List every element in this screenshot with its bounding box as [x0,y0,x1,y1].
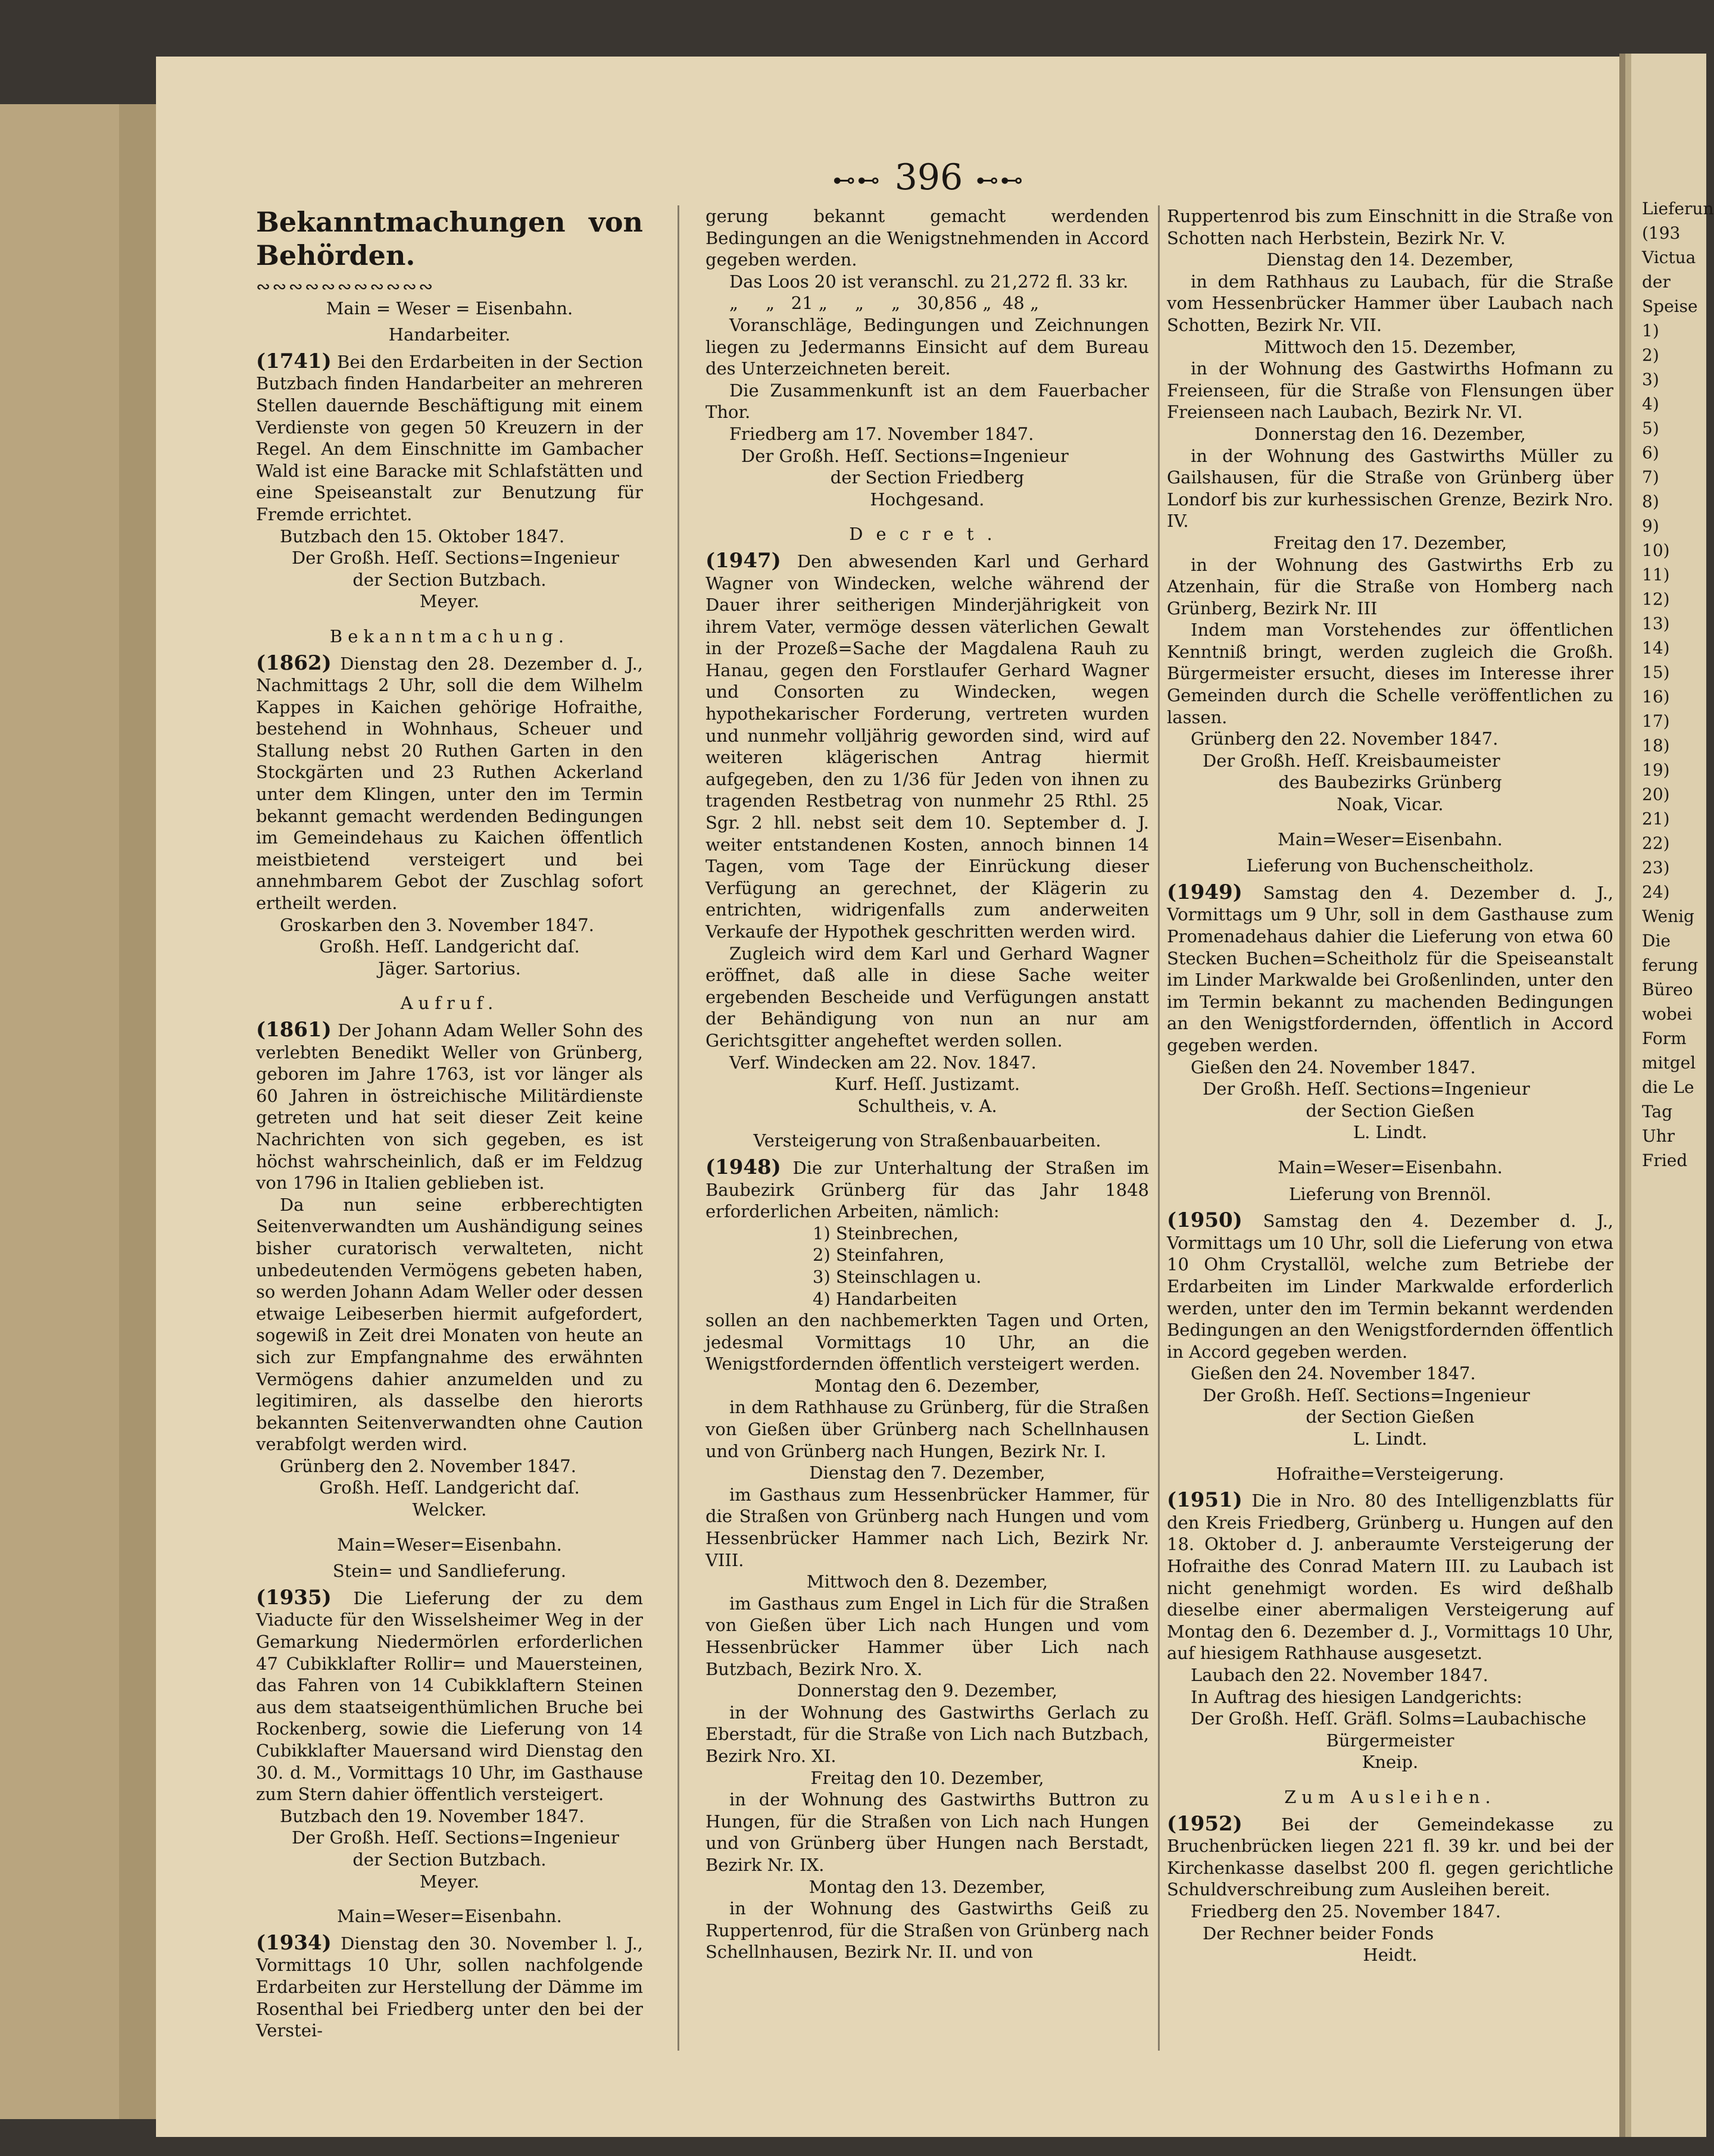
notice-signature: Der Großh. Heſſ. Gräfl. Solms=Laubachische [1191,1708,1587,1729]
edge-line: 3) [1642,370,1659,389]
work-list [705,1223,1149,1310]
edge-line: 19) [1642,760,1670,780]
notice-signature: des Baubezirks Grünberg [1278,772,1502,793]
notice-1935 [256,1587,643,1805]
notice-title: Bekanntmachung. [329,626,570,646]
notice-subtitle: Handarbeiter. [388,324,511,345]
notice-subtitle: Stein= und Sandlieferung. [332,1561,567,1582]
notice-body: Den abwesenden Karl und Gerhard Wagner von Windecken, welche während der Dauer ihrer seitherigen Minderjährigkeit von ihrem Vater, vermöge dessen väterlichen Gewalt in der Prozeß=Sache der Magdalena Rauh zu Hanau, gegen den Forstlaufer Gerhard Wagner und Consorten zu Windecken, wegen hypothekarischer Forderung, vertreten wurden und nunmehr volljährig geworden sind, wird auf weiteren klägerischen Antrag hiermit aufgegeben, den zu 1/36 für Jeden von ihnen zu tragenden Restbetrag von nunmehr 25 Rthl. 25 Sgr. 2 hll. nebst seit dem 10. September d. J. weiter entstandenen Kosten, annoch binnen 14 Tagen, vom Tage der Einrückung dieser Verfügung an gerechnet, der Klägerin zu entrichten, widrigenfalls zum anderweiten Verkaufe der Hypothek geschritten werden wird. [705,551,1149,942]
notice-title: Main=Weser=Eisenbahn. [1278,1157,1503,1177]
notice-body: Voranschläge, Bedingungen und Zeichnungen liegen zu Jedermanns Einsicht auf dem Bureau des Unterzeichneten bereit. [705,314,1149,379]
notice-signature: der Section Butzbach. [352,1849,547,1870]
schedule-date: Montag den 13. Dezember, [808,1876,1046,1897]
notice-1952 [1167,1813,1613,1901]
edge-line: 22) [1642,833,1670,853]
notice-date: Groskarben den 3. November 1847. [280,914,594,935]
schedule-date: Donnerstag den 9. Dezember, [797,1680,1058,1701]
edge-line: ferung [1642,955,1699,975]
column-middle [705,205,1149,1963]
edge-line: Tag [1642,1102,1673,1121]
edge-line: 6) [1642,443,1659,463]
notice-body: Samstag den 4. Dezember d. J., Vormittags um 9 Uhr, soll in dem Gasthause zum Promenadehaus dahier die Lieferung von etwa 60 Stecken Buchen=Scheitholz für die Speiseanstalt im Linder Markwalde bei Großenlinden, unter den im Termin bekannt zu machenden Bedingungen an den Wenigstfordernden, öffentlich in Accord gegeben werden. [1167,882,1614,1055]
notice-signature: der Section Gießen [1306,1407,1475,1427]
schedule-date: Freitag den 17. Dezember, [1273,532,1507,553]
notice-title: Zum Ausleihen. [1284,1786,1496,1807]
notice-title: Main=Weser=Eisenbahn. [337,1534,562,1555]
edge-line: 1) [1642,321,1659,340]
notice-date: Grünberg den 22. November 1847. [1191,729,1498,749]
notice-signature: Kneip. [1362,1752,1419,1773]
notice-body: Die Lieferung der zu dem Viaducte für den Wisselsheimer Weg in der Gemarkung Niedermörlen erforderlichen 47 Cubikklafter Rollir= und Mauersteinen, das Fahren von 14 Cubikklaftern Steinen aus dem staatseigenthümlichen Bruche bei Rockenberg, sowie die Lieferung von 14 Cubikklafter Mauersand wird Dienstag den 30. d. M., Vormittags 10 Uhr, im Gasthause zum Stern dahier öffentlich versteigert. [256,1588,643,1805]
notice-signature: Jäger. Sartorius. [378,958,521,979]
schedule-date: Dienstag den 14. Dezember, [1266,249,1514,270]
schedule-text: in der Wohnung des Gastwirths Müller zu Gailshausen, für die Straße von Grünberg über Londorf bis zur kurhessischen Grenze, Bezirk Nro. IV. [1167,445,1613,532]
notice-date: Butzbach den 19. November 1847. [280,1805,585,1826]
list-item: 2) Steinfahren, [813,1245,945,1266]
schedule-text: in der Wohnung des Gastwirths Buttron zu Hungen, für die Straßen von Lich nach Hungen und von Grünberg über Hungen nach Berstadt, Bezirk Nr. IX. [705,1789,1149,1875]
notice-number: (1934) [256,1930,332,1955]
notice-title: Main = Weser = Eisenbahn. [326,298,573,318]
notice-body: Indem man Vorstehendes zur öffentlichen Kenntniß bringt, werden zugleich die Großh. Bürgermeister ersucht, dieses im Interesse ihrer Gemeinden durch die Schelle veröffentlichen zu lassen. [1167,620,1613,727]
notice-number: (1952) [1167,1811,1242,1836]
notice-1947 [705,550,1149,943]
notice-signature: Noak, Vicar. [1337,794,1444,815]
column-left [256,205,643,2042]
notice-number: (1948) [705,1155,781,1179]
edge-line: die Le [1642,1077,1694,1097]
notice-body: Bei der Gemeindekasse zu Bruchenbrücken liegen 221 fl. 39 kr. und bei der Kirchenkasse daselbst 200 fl. gegen gerichtliche Schuldverschreibung zum Ausleihen bereit. [1167,1814,1613,1900]
ornament-right: ⊷⊷ [976,167,1025,193]
edge-line: der [1642,272,1671,292]
lot-line: „ „ 21 „ „ „ 30,856 „ 48 „ [729,293,1039,314]
schedule-text: in der Wohnung des Gastwirths Gerlach zu Eberstadt, für die Straße von Lich nach Butzbach, Bezirk Nro. XI. [705,1702,1149,1766]
notice-signature: Der Großh. Heſſ. Kreisbaumeister [1203,750,1500,771]
schedule-text: in dem Rathhause zu Grünberg, für die Straßen von Gießen über Grünberg nach Schellnhausen und von Grünberg nach Hungen, Bezirk Nr. I. [705,1397,1149,1461]
notice-body: Zugleich wird dem Karl und Gerhard Wagner eröffnet, daß alle in diese Sache weiter ergebenden Bescheide und Verfügungen anstatt der Behändigung von nun an nur am Gerichtsgitter angeheftet werden sollen. [705,943,1149,1051]
notice-signature: der Section Friedberg [830,467,1025,488]
notice-continuation: Ruppertenrod bis zum Einschnitt in die Straße von Schotten nach Herbstein, Bezirk Nr. V. [1167,206,1613,248]
notice-date: Butzbach den 15. Oktober 1847. [280,526,565,546]
edge-line: 21) [1642,809,1670,829]
section-heading: Bekanntmachungen von Behörden. [256,206,643,271]
schedule-date: Freitag den 10. Dezember, [810,1767,1044,1788]
notice-signature: Hochgesand. [870,489,985,510]
edge-line: Lieferun [1642,199,1714,218]
notice-number: (1950) [1167,1208,1242,1233]
notice-number: (1935) [256,1585,332,1610]
notice-date: Laubach den 22. November 1847. [1191,1665,1488,1685]
notice-signature: Der Großh. Heſſ. Sections=Ingenieur [1203,1385,1530,1405]
edge-line: Fried [1642,1151,1688,1170]
edge-line: 15) [1642,663,1670,682]
notice-title: Versteigerung von Straßenbauarbeiten. [753,1130,1101,1151]
schedule-text: in der Wohnung des Gastwirths Geiß zu Ruppertenrod, für die Straßen von Grünberg nach Schellnhausen, Bezirk Nr. II. und von [705,1898,1149,1963]
notice-signature: Welcker. [412,1499,487,1520]
notice-continuation: gerung bekannt gemacht werdenden Bedingungen an die Wenigstnehmenden in Accord gegeben werden. [705,206,1149,270]
schedule-text: in der Wohnung des Gastwirths Erb zu Atzenhain, für die Straße von Homberg nach Grünberg, Bezirk Nr. III [1167,554,1613,618]
edge-line: 13) [1642,614,1670,633]
edge-line: 11) [1642,565,1670,585]
notice-date: Friedberg den 25. November 1847. [1191,1901,1501,1921]
notice-number: (1949) [1167,880,1242,904]
notice-date: Gießen den 24. November 1847. [1191,1057,1476,1077]
notice-date: Gießen den 24. November 1847. [1191,1363,1476,1384]
notice-title: Aufruf. [400,993,499,1014]
notice-title: Main=Weser=Eisenbahn. [337,1906,562,1927]
column-right [1167,205,1613,1966]
notice-number: (1861) [256,1018,332,1042]
lot-line: Das Loos 20 ist veranschl. zu 21,272 fl. 33 kr. [729,271,1129,292]
notice-signature: Der Großh. Heſſ. Sections=Ingenieur [741,445,1069,466]
edge-line: 16) [1642,687,1670,707]
notice-1951 [1167,1489,1613,1664]
book-page [161,89,1619,2083]
notice-title: Decret. [849,524,1006,545]
notice-1948 [705,1157,1149,1223]
edge-line: 7) [1642,467,1659,487]
notice-body: Samstag den 4. Dezember d. J., Vormittags um 10 Uhr, soll die Lieferung von etwa 10 Ohm Crystallöl, welche zum Betriebe der Erdarbeiten im Linder Markwalde erforderlich werden, unter den im Termin bekannt werdenden Bedingungen an den Wenigstfordernden öffentlich in Accord gegeben werden. [1167,1211,1614,1362]
notice-body: sollen an den nachbemerkten Tagen und Orten, jedesmal Vormittags 10 Uhr, an die Wenigstfordernden öffentlich versteigert werden. [705,1310,1149,1374]
notice-signature: L. Lindt. [1353,1122,1428,1143]
notice-signature: Großh. Heſſ. Landgericht daſ. [319,1477,580,1498]
notice-title: Hofraithe=Versteigerung. [1276,1463,1504,1484]
notice-number: (1947) [705,548,781,573]
notice-signature: der Section Butzbach. [352,569,547,590]
edge-line: Büreo [1642,980,1693,999]
list-item: 4) Handarbeiten [813,1288,957,1309]
notice-signature: der Section Gießen [1306,1100,1475,1121]
schedule-date: Montag den 6. Dezember, [814,1375,1041,1396]
notice-1862 [256,652,643,914]
notice-signature: Heidt. [1363,1945,1418,1966]
schedule-date: Mittwoch den 15. Dezember, [1264,336,1516,357]
edge-line: 4) [1642,394,1659,414]
edge-line: wobei [1642,1004,1693,1024]
notice-number: (1862) [256,651,332,675]
ornament-left: ⊷⊷ [832,167,882,193]
notice-signature: Der Großh. Heſſ. Sections=Ingenieur [292,1827,619,1848]
notice-date: Grünberg den 2. November 1847. [280,1455,576,1476]
notice-signature: Schultheis, v. A. [857,1095,997,1116]
list-item: 3) Steinschlagen u. [813,1266,982,1287]
schedule-text: in dem Rathhaus zu Laubach, für die Straße vom Hessenbrücker Hammer über Laubach nach Schotten, Bezirk Nr. VII. [1167,271,1613,335]
page-number [804,157,1054,198]
notice-signature: Kurf. Heſſ. Justizamt. [834,1074,1020,1095]
edge-line: Form [1642,1029,1687,1048]
edge-line: Victua [1642,248,1696,267]
notice-body: Da nun seine erbberechtigten Seitenverwandten um Aushändigung seines bisher curatorisch verwalteten, nicht unbedeutenden Vermögens gebeten haben, so werden Johann Adam Weller oder dessen etwaige Leibeserben hiermit aufgefordert, sogewiß in Zeit drei Monaten von heute an sich zur Empfangnahme des erwähnten Vermögens dahier anzumelden und zu legitimiren, als dasselbe den hierorts bekannten Seitenverwandten ohne Caution verabfolgt werden wird. [256,1194,643,1455]
notice-signature: Bürgermeister [1326,1730,1454,1751]
schedule-text: im Gasthaus zum Engel in Lich für die Straßen von Gießen über Lich nach Hungen und vom Hessenbrücker Hammer über Lich nach Butzbach, Bezirk Nro. X. [705,1593,1149,1679]
edge-line: 24) [1642,882,1670,902]
edge-line: Die [1642,931,1671,951]
notice-signature: Der Rechner beider Fonds [1203,1923,1434,1943]
notice-subtitle: Lieferung von Buchenscheitholz. [1246,855,1534,876]
next-page-edge [1642,196,1714,2071]
schedule-text: im Gasthaus zum Hessenbrücker Hammer, für die Straßen von Grünberg nach Hungen und vom Hessenbrücker Hammer nach Lich, Bezirk Nr. VIII. [705,1484,1149,1570]
column-rule [678,205,679,2051]
notice-1949 [1167,882,1613,1057]
edge-line: 23) [1642,858,1670,877]
notice-body: Die in Nro. 80 des Intelligenzblatts für den Kreis Friedberg, Grünberg u. Hungen auf den 18. Oktober d. J. anberaumte Versteigerung der Hofraithe des Conrad Matern III. zu Laubach ist nicht genehmigt worden. Es wird deßhalb dieselbe einer abermaligen Versteigerung auf Montag den 6. Dezember d. J., Vormittags 10 Uhr, auf hiesigem Rathhause ausgesetzt. [1167,1491,1613,1664]
edge-line: 5) [1642,418,1659,438]
notice-body: Dienstag den 30. November l. J., Vormittags 10 Uhr, sollen nachfolgende Erdarbeiten zur Herstellung der Dämme im Rosenthal bei Friedberg unter den bei der Verstei- [256,1933,644,2041]
schedule-date: Mittwoch den 8. Dezember, [806,1571,1048,1592]
schedule-date: Donnerstag den 16. Dezember, [1254,423,1526,444]
schedule-date: Dienstag den 7. Dezember, [809,1463,1045,1483]
edge-line: mitgel [1642,1053,1696,1073]
notice-body: Bei den Erdarbeiten in der Section Butzbach finden Handarbeiter an mehreren Stellen dauernde Beschäftigung mit einem Verdienste von gegen 50 Kreuzern in der Regel. An dem Einschnitte im Gambacher Wald ist eine Baracke mit Schlafstätten und eine Speiseanstalt zur Benutzung für Fremde errichtet. [256,351,643,524]
edge-line: 12) [1642,589,1670,609]
page-number-value: 396 [894,157,963,198]
edge-line: Wenig [1642,907,1694,926]
notice-body: Die Zusammenkunft ist an dem Fauerbacher Thor. [705,380,1149,423]
edge-line: 10) [1642,540,1670,560]
notice-date: Friedberg am 17. November 1847. [729,423,1034,444]
notice-title: Main=Weser=Eisenbahn. [1278,829,1503,849]
edge-line: 18) [1642,736,1670,755]
notice-body: Dienstag den 28. Dezember d. J., Nachmittags 2 Uhr, soll die dem Wilhelm Kappes in Kaichen gehörige Hofraithe, bestehend in Wohnhaus, Scheuer und Stallung nebst 20 Ruthen Garten in den Stockgärten und 23 Ruthen Ackerland unter dem Klingen, unter den im Termin bekannt gemacht werdenden Bedingungen im Gemeindehaus zu Kaichen öffentlich meistbietend versteigert und bei annehmbarem Gebot der Zuschlag sofort ertheilt werden. [256,653,644,914]
edge-line: 9) [1642,516,1659,536]
edge-line: 17) [1642,711,1670,731]
notice-1741 [256,351,643,526]
notice-signature: Der Großh. Heſſ. Sections=Ingenieur [292,548,619,568]
notice-signature: L. Lindt. [1353,1429,1428,1449]
notice-number: (1741) [256,349,332,373]
notice-signature: Großh. Heſſ. Landgericht daſ. [319,936,580,957]
edge-line: (193 [1642,223,1681,243]
list-item: 1) Steinbrechen, [813,1223,959,1243]
notice-body: Die zur Unterhaltung der Straßen im Baubezirk Grünberg für das Jahr 1848 erforderlichen Arbeiten, nämlich: [705,1157,1149,1222]
heading-ornament: ∾∾∾∾∾∾∾∾∾∾∾ [256,276,435,296]
notice-subtitle: Lieferung von Brennöl. [1289,1183,1491,1204]
notice-1861 [256,1019,643,1194]
notice-date: Verf. Windecken am 22. Nov. 1847. [729,1052,1036,1073]
edge-line: Uhr [1642,1126,1675,1146]
notice-1934 [256,1932,643,2042]
notice-body: Der Johann Adam Weller Sohn des verlebten Benedikt Weller von Grünberg, geboren im Jahre 1763, ist vor länger als 60 Jahren in östreichische Militärdienste getreten und hat seit dieser Zeit keine Nachrichten von sich gegeben, es ist höchst wahrscheinlich, daß er im Feldzug von 1796 in Italien geblieben ist. [256,1020,644,1193]
edge-line: Speise [1642,296,1698,316]
edge-line: 20) [1642,785,1670,804]
column-rule [1158,205,1160,2051]
notice-number: (1951) [1167,1488,1242,1513]
notice-signature: Meyer. [419,591,480,612]
edge-line: 8) [1642,492,1659,511]
schedule-text: in der Wohnung des Gastwirths Hofmann zu Freienseen, für die Straße von Flensungen über Freienseen nach Laubach, Bezirk Nr. VI. [1167,358,1613,423]
notice-signature: In Auftrag des hiesigen Landgerichts: [1191,1686,1522,1707]
notice-1950 [1167,1210,1613,1363]
edge-line: 2) [1642,345,1659,365]
edge-line: 14) [1642,638,1670,658]
notice-signature: Meyer. [419,1871,480,1892]
notice-signature: Der Großh. Heſſ. Sections=Ingenieur [1203,1079,1530,1099]
